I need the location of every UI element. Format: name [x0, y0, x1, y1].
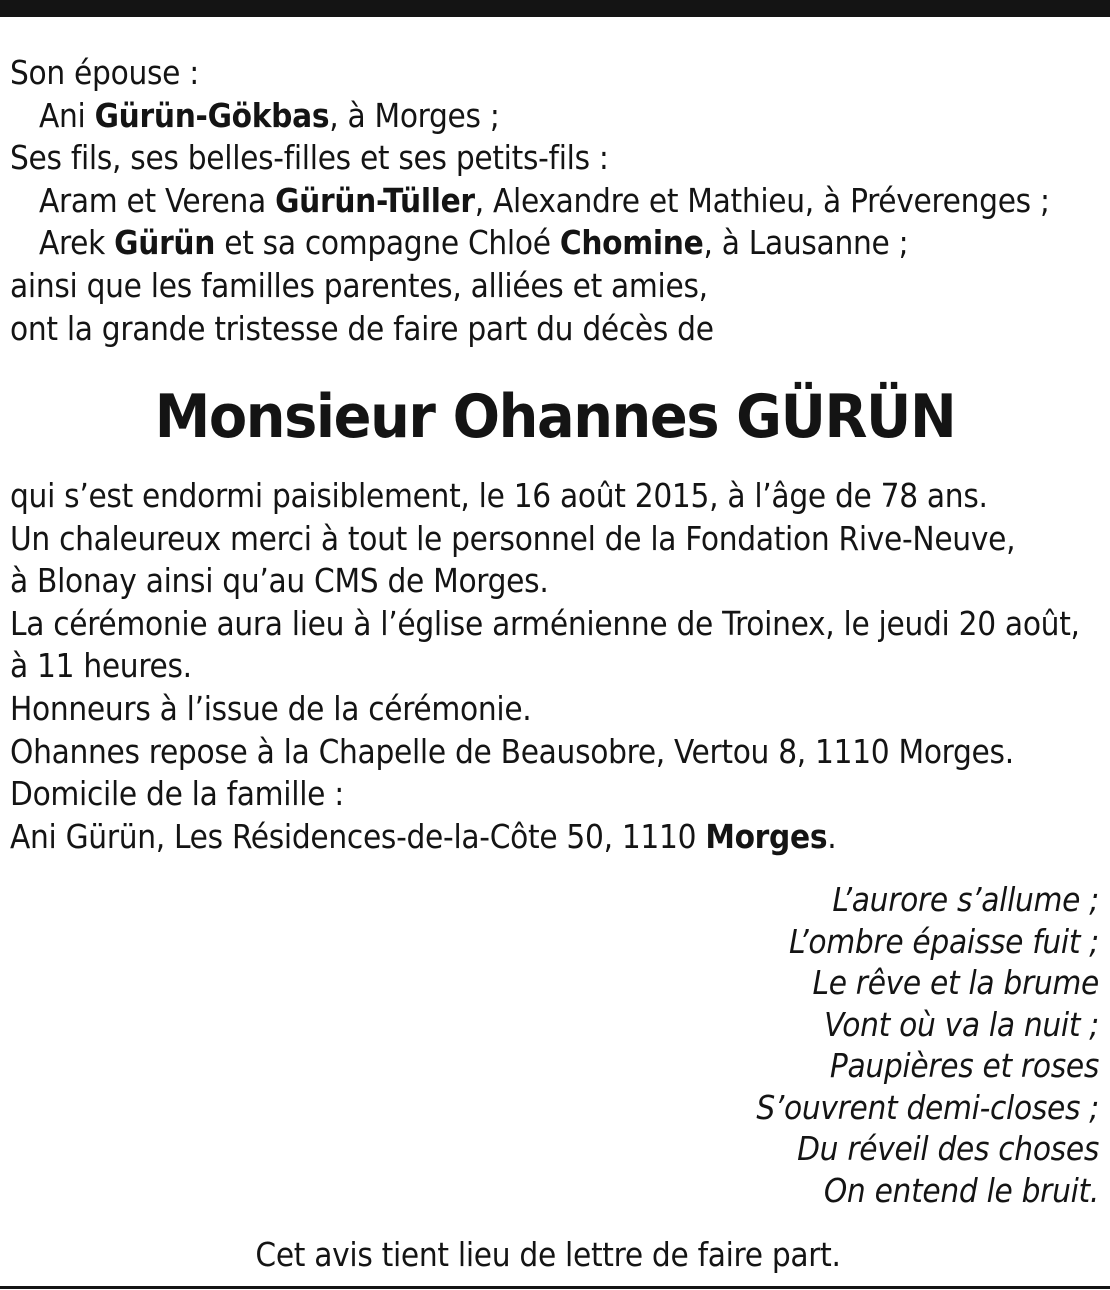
spouse-surname: Gürün-Gökbas	[94, 95, 330, 135]
repose-line: Ohannes repose à la Chapelle de Beausobre, Vertou 8, 1110 Morges.	[10, 731, 1014, 771]
poem-line: L’aurore s’allume ;	[832, 880, 1099, 919]
passing-line: qui s’est endormi paisiblement, le 16 août 2015, à l’âge de 78 ans.	[10, 476, 988, 515]
obituary-details	[10, 475, 1105, 858]
poem-line: Le rêve et la brume	[812, 963, 1099, 1002]
poem-line: L’ombre épaisse fuit ;	[788, 921, 1099, 961]
domicile-address: Ani Gürün, Les Résidences-de-la-Côte 50, 1110 Morges.	[10, 816, 837, 856]
relatives-line: ainsi que les familles parentes, alliées et amies,	[10, 265, 708, 305]
sons-heading: Ses fils, ses belles-filles et ses petits-fils :	[10, 138, 609, 178]
poem-line: Paupières et roses	[829, 1046, 1099, 1085]
poem-line: Du réveil des choses	[797, 1129, 1099, 1168]
domicile-heading: Domicile de la famille :	[10, 774, 344, 814]
family-announcement	[10, 52, 1105, 350]
thanks-line-1: Un chaleureux merci à tout le personnel de la Fondation Rive-Neuve,	[10, 518, 1016, 558]
poem-line: S’ouvrent demi-closes ;	[756, 1087, 1099, 1127]
announcement-line: ont la grande tristesse de faire part du décès de	[10, 308, 714, 348]
domicile-town: Morges	[705, 816, 828, 856]
poem-line: On entend le bruit.	[823, 1170, 1099, 1210]
poem	[399, 879, 1099, 1211]
ceremony-line-1: La cérémonie aura lieu à l’église arménienne de Troinex, le jeudi 20 août,	[10, 603, 1080, 643]
son-arek-surname: Gürün	[114, 223, 216, 263]
top-border-rule	[0, 0, 1110, 17]
thanks-line-2: à Blonay ainsi qu’au CMS de Morges.	[10, 561, 549, 601]
son-aram-line: Aram et Verena Gürün-Tüller, Alexandre et Mathieu, à Préverenges ;	[39, 180, 1050, 220]
poem-line: Vont où va la nuit ;	[824, 1004, 1099, 1044]
bottom-border-rule	[0, 1286, 1110, 1289]
footer-note: Cet avis tient lieu de lettre de faire part.	[255, 1235, 841, 1274]
son-aram-surname: Gürün-Tüller	[275, 180, 475, 220]
spouse-line: Ani Gürün-Gökbas, à Morges ;	[39, 95, 500, 135]
son-arek-line: Arek Gürün et sa compagne Chloé Chomine, à Lausanne ;	[39, 223, 909, 263]
spouse-heading: Son épouse :	[10, 53, 199, 92]
ceremony-line-2: à 11 heures.	[10, 646, 192, 686]
partner-surname: Chomine	[559, 223, 704, 263]
honours-line: Honneurs à l’issue de la cérémonie.	[10, 688, 532, 728]
deceased-name-heading: Monsieur Ohannes GÜRÜN	[154, 382, 956, 452]
